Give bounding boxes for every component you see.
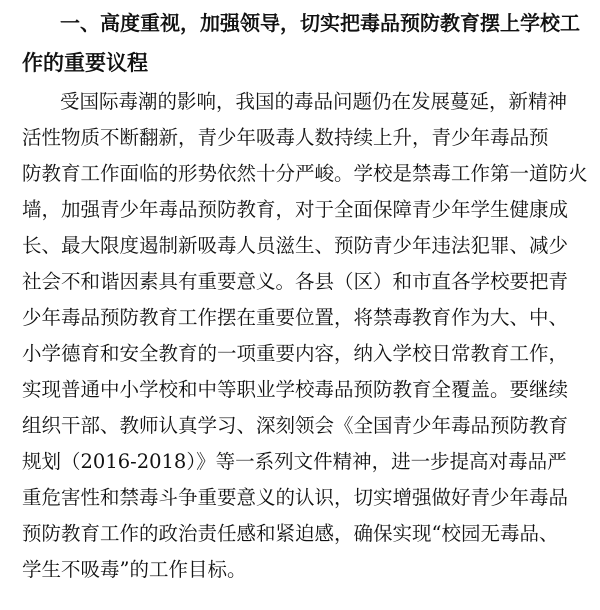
section-heading-line-1: 一、高度重视，加强领导，切实把毒品预防教育摆上学校工	[60, 11, 580, 35]
paragraph-line-2: 活性物质不断翻新，青少年吸毒人数持续上升，青少年毒品预	[22, 126, 549, 149]
paragraph-line-4: 墙，加强青少年毒品预防教育，对于全面保障青少年学生健康成	[22, 198, 569, 221]
paragraph-line-3: 防教育工作面临的形势依然十分严峻。学校是禁毒工作第一道防火	[22, 162, 588, 185]
paragraph-line-9: 实现普通中小学校和中等职业学校毒品预防教育全覆盖。要继续	[22, 378, 569, 401]
paragraph-line-14: 学生不吸毒”的工作目标。	[22, 558, 247, 581]
paragraph-line-7: 少年毒品预防教育工作摆在重要位置，将禁毒教育作为大、中、	[22, 306, 569, 329]
paragraph-line-12: 重危害性和禁毒斗争重要意义的认识，切实增强做好青少年毒品	[22, 486, 569, 509]
paragraph-line-5: 长、最大限度遏制新吸毒人员滋生、预防青少年违法犯罪、减少	[22, 234, 569, 257]
paragraph-line-1: 受国际毒潮的影响，我国的毒品问题仍在发展蔓延，新精神	[60, 90, 568, 113]
paragraph-line-6: 社会不和谐因素具有重要意义。各县（区）和市直各学校要把青	[22, 270, 569, 293]
section-heading-line-2: 作的重要议程	[22, 51, 148, 75]
paragraph-line-10: 组织干部、教师认真学习、深刻领会《全国青少年毒品预防教育	[22, 414, 569, 437]
paragraph-line-8: 小学德育和安全教育的一项重要内容，纳入学校日常教育工作，	[22, 342, 569, 365]
paragraph-line-13: 预防教育工作的政治责任感和紧迫感，确保实现“校园无毒品、	[22, 522, 559, 545]
paragraph-line-11: 规划（2016-2018）》等一系列文件精神，进一步提高对毒品严	[22, 450, 567, 473]
